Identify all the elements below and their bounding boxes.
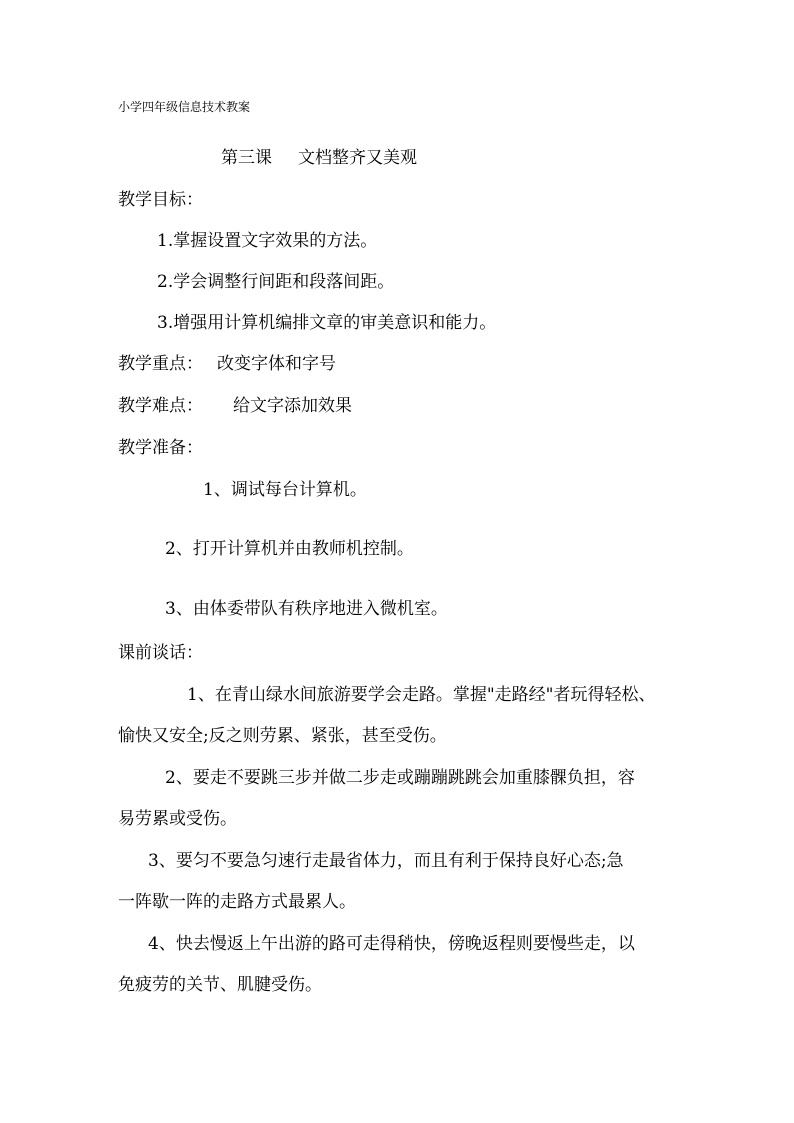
paragraph-line: 4、快去慢返上午出游的路可走得稍快，傍晚返程则要慢些走，以 <box>148 934 635 954</box>
difficulty-row <box>118 398 352 415</box>
difficulty-label: 教学难点： <box>118 396 203 416</box>
preparation-item: 2、打开计算机并由教师机控制。 <box>165 539 414 559</box>
objective-item: 1.掌握设置文字效果的方法。 <box>157 231 378 251</box>
preparation-item: 1、调试每台计算机。 <box>203 480 367 500</box>
difficulty-value: 给文字添加效果 <box>233 396 352 416</box>
pre-talk-heading: 课前谈话： <box>118 643 203 663</box>
document-header: 小学四年级信息技术教案 <box>118 100 251 114</box>
objective-item: 2.学会调整行间距和段落间距。 <box>157 272 395 292</box>
key-point-label: 教学重点： <box>118 354 203 374</box>
lesson-number: 第三课 <box>221 148 272 168</box>
lesson-title <box>221 150 417 167</box>
preparation-item: 3、由体委带队有秩序地进入微机室。 <box>165 599 448 619</box>
paragraph-line: 1、在青山绿水间旅游要学会走路。掌握"走路经"者玩得轻松、 <box>187 685 656 705</box>
objectives-heading: 教学目标： <box>118 190 203 210</box>
paragraph-line: 2、要走不要跳三步并做二步走或蹦蹦跳跳会加重膝髁负担，容 <box>165 768 635 788</box>
lesson-name: 文档整齐又美观 <box>298 148 417 168</box>
objective-item: 3.增强用计算机编排文章的审美意识和能力。 <box>157 313 497 333</box>
paragraph-line: 愉快又安全;反之则劳累、紧张，甚至受伤。 <box>118 726 447 746</box>
paragraph-line: 易劳累或受伤。 <box>118 809 237 829</box>
key-point-value: 改变字体和字号 <box>217 354 336 374</box>
preparation-heading: 教学准备： <box>118 438 203 458</box>
paragraph-line: 免疲劳的关节、肌腱受伤。 <box>118 975 322 995</box>
paragraph-line: 一阵歇一阵的走路方式最累人。 <box>118 892 356 912</box>
paragraph-line: 3、要匀不要急匀速行走最省体力，而且有利于保持良好心态;急 <box>148 851 624 871</box>
key-point-row <box>118 356 336 373</box>
